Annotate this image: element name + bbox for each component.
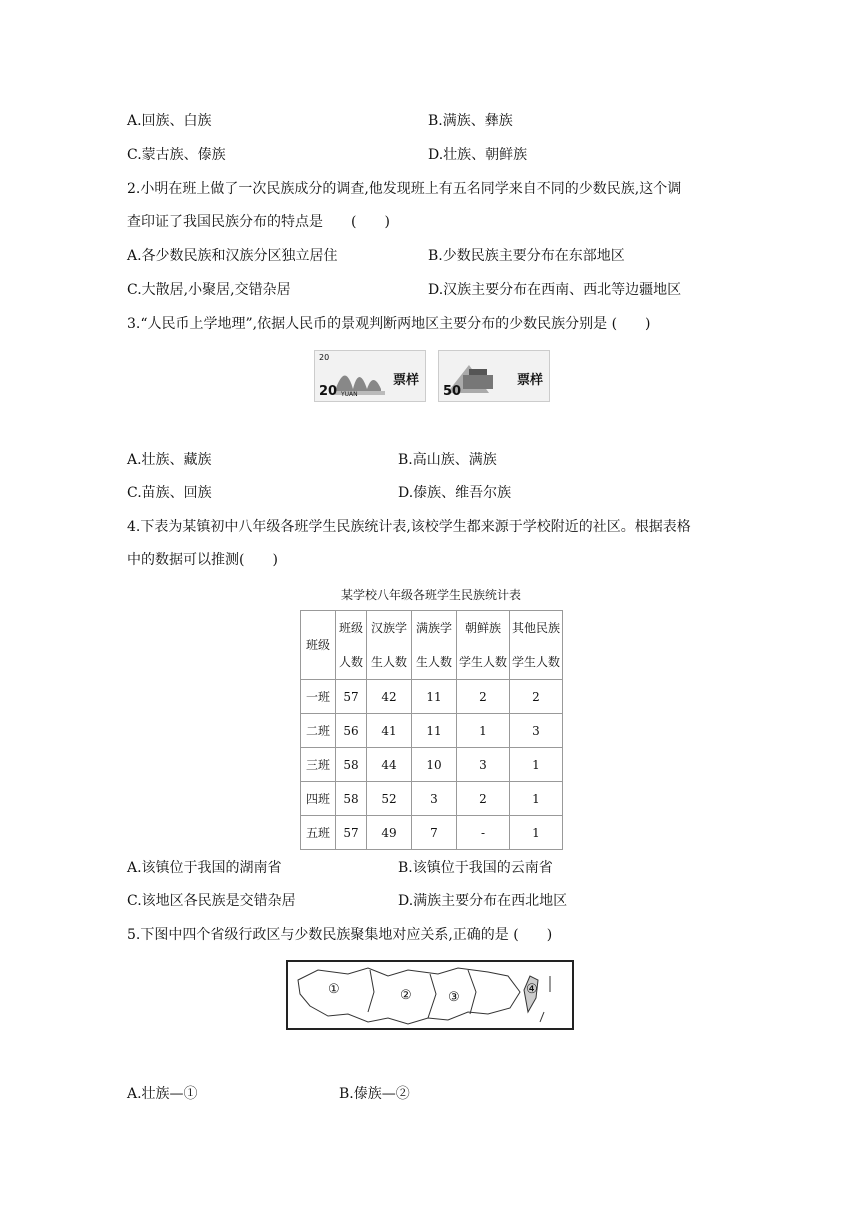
table-cell: 41	[367, 714, 412, 748]
q1-option-b: B.满族、彝族	[428, 113, 513, 129]
q4-option-d: D.满族主要分布在西北地区	[398, 893, 568, 909]
q1-option-d: D.壮族、朝鲜族	[428, 147, 528, 163]
q4-stem-line2: 中的数据可以推测( )	[127, 552, 278, 568]
table-cell: 56	[336, 714, 367, 748]
table-cell: 44	[367, 748, 412, 782]
header-han: 汉族学 生人数	[367, 611, 412, 680]
q4-option-a: A.该镇位于我国的湖南省	[127, 860, 282, 876]
table-row	[301, 680, 563, 714]
q2-stem-line1: 2.小明在班上做了一次民族成分的调查,他发现班上有五名同学来自不同的少数民族,这个调	[127, 181, 682, 197]
table-cell: 一班	[301, 680, 336, 714]
table-header-row	[301, 611, 563, 680]
table-cell: 五班	[301, 816, 336, 850]
table-cell: 11	[412, 680, 457, 714]
table-cell: 3	[457, 748, 510, 782]
banknote-50-number: 50	[443, 384, 462, 399]
q2-option-c: C.大散居,小聚居,交错杂居	[127, 282, 291, 298]
header-manchu: 满族学 生人数	[412, 611, 457, 680]
q1-option-c: C.蒙古族、傣族	[127, 147, 226, 163]
table-cell: 57	[336, 680, 367, 714]
table-cell: 二班	[301, 714, 336, 748]
table-cell: 2	[457, 782, 510, 816]
q2-option-b: B.少数民族主要分布在东部地区	[428, 248, 625, 264]
q3-option-b: B.高山族、满族	[398, 452, 497, 468]
table-cell: 三班	[301, 748, 336, 782]
table-cell: 52	[367, 782, 412, 816]
table-cell: 58	[336, 782, 367, 816]
table-cell: 四班	[301, 782, 336, 816]
table-cell: 1	[510, 748, 563, 782]
ethnic-stats-table	[300, 610, 563, 850]
header-class-count: 班级 人数	[336, 611, 367, 680]
q5-option-a: A.壮族—①	[127, 1086, 198, 1102]
q5-stem: 5.下图中四个省级行政区与少数民族聚集地对应关系,正确的是 ( )	[127, 927, 553, 943]
q3-option-c: C.苗族、回族	[127, 485, 212, 501]
banknote-20-yuan: YUAN	[341, 391, 358, 398]
table-cell: 42	[367, 680, 412, 714]
banknote-20-top-number: 20	[319, 353, 330, 362]
q3-stem: 3.“人民币上学地理”,依据人民币的景观判断两地区主要分布的少数民族分别是 ( )	[127, 316, 651, 332]
banknote-50-image	[438, 350, 550, 402]
q3-option-a: A.壮族、藏族	[127, 452, 212, 468]
q4-stem-line1: 4.下表为某镇初中八年级各班学生民族统计表,该校学生都来源于学校附近的社区。根据表格	[127, 519, 691, 535]
map-label-4: ④	[526, 982, 538, 997]
table-cell: 57	[336, 816, 367, 850]
header-class: 班级	[301, 611, 336, 680]
header-other: 其他民族 学生人数	[510, 611, 563, 680]
q1-option-a: A.回族、白族	[127, 113, 212, 129]
table-cell: 3	[510, 714, 563, 748]
table-row	[301, 714, 563, 748]
map-label-2: ②	[400, 988, 412, 1003]
table-cell: 11	[412, 714, 457, 748]
table-cell: 1	[510, 782, 563, 816]
table-cell: 10	[412, 748, 457, 782]
q2-option-a: A.各少数民族和汉族分区独立居住	[127, 248, 338, 264]
table-cell: 1	[510, 816, 563, 850]
table-cell: 7	[412, 816, 457, 850]
q5-option-b: B.傣族—②	[339, 1086, 410, 1102]
header-korean: 朝鲜族 学生人数	[457, 611, 510, 680]
banknote-20-number: 20	[319, 384, 338, 399]
q4-option-c: C.该地区各民族是交错杂居	[127, 893, 296, 909]
q4-option-b: B.该镇位于我国的云南省	[398, 860, 553, 876]
table-cell: 58	[336, 748, 367, 782]
table-cell: 2	[510, 680, 563, 714]
banknote-20-label: 票样	[392, 373, 419, 388]
table-cell: 1	[457, 714, 510, 748]
banknote-50-label: 票样	[516, 373, 543, 388]
q2-option-d: D.汉族主要分布在西南、西北等边疆地区	[428, 282, 682, 298]
map-label-1: ①	[328, 982, 340, 997]
table-row	[301, 782, 563, 816]
table-row	[301, 748, 563, 782]
map-label-3: ③	[448, 990, 460, 1005]
table-row	[301, 816, 563, 850]
table-cell: 2	[457, 680, 510, 714]
province-map	[286, 960, 574, 1030]
q3-option-d: D.傣族、维吾尔族	[398, 485, 512, 501]
table-cell: 3	[412, 782, 457, 816]
banknote-20-image	[314, 350, 426, 402]
table-title: 某学校八年级各班学生民族统计表	[340, 588, 521, 602]
q2-stem-line2: 查印证了我国民族分布的特点是 ( )	[127, 214, 390, 230]
table-cell: -	[457, 816, 510, 850]
table-cell: 49	[367, 816, 412, 850]
